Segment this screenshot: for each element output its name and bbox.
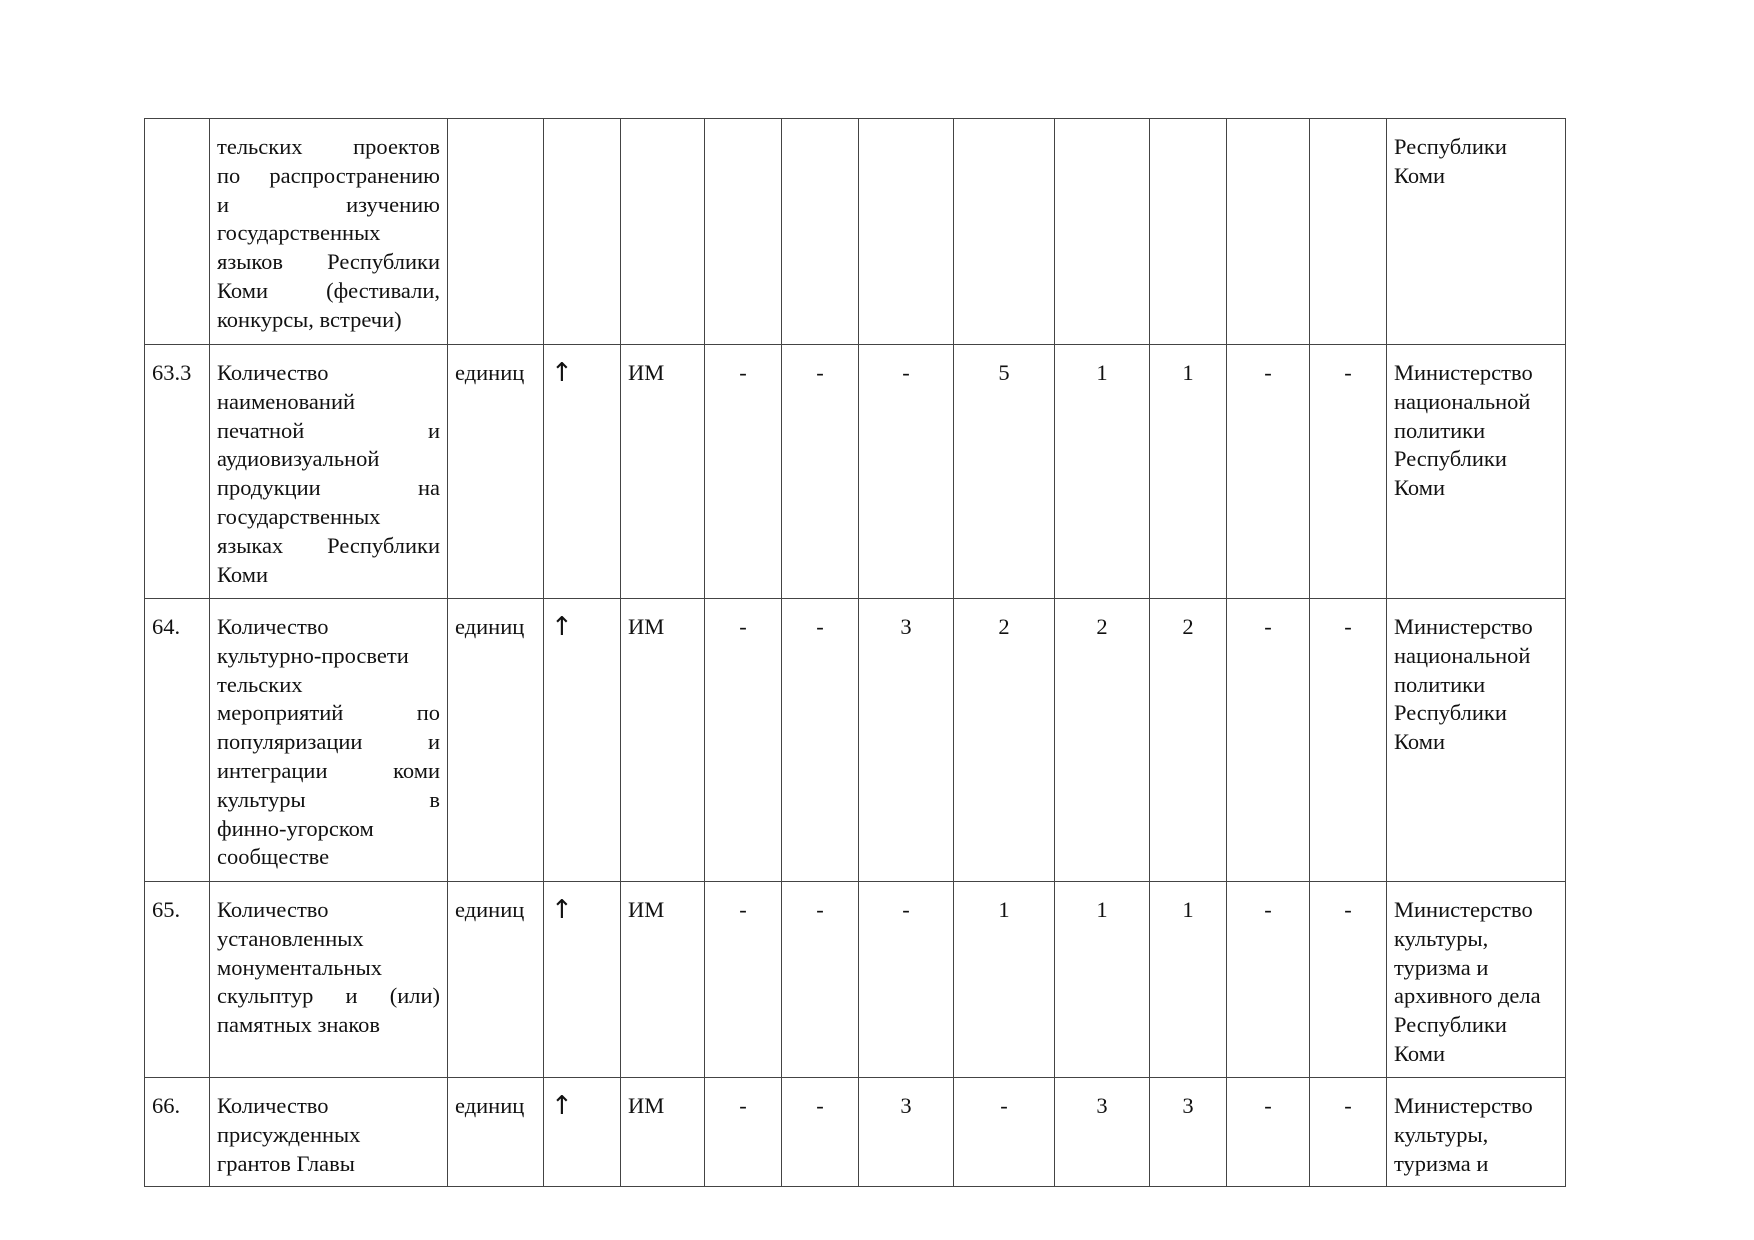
unit-cell: единиц bbox=[448, 599, 544, 882]
value-cell: 1 bbox=[1150, 882, 1227, 1078]
source-cell: ИМ bbox=[621, 599, 705, 882]
responsible-cell bbox=[1387, 882, 1566, 1078]
value-cell bbox=[1227, 119, 1310, 345]
value-cell: - bbox=[782, 599, 859, 882]
trend-arrow-icon: ↑ bbox=[544, 1078, 621, 1187]
row-number-cell bbox=[145, 119, 210, 345]
responsible-line: национальной bbox=[1394, 388, 1531, 414]
responsible-line: Министерство bbox=[1394, 897, 1533, 922]
responsible-line: Коми bbox=[1394, 729, 1445, 755]
responsible-line: Коми bbox=[1394, 1040, 1445, 1066]
value-cell: - bbox=[859, 882, 954, 1078]
indicator-name-line: Коми bbox=[217, 561, 268, 587]
responsible-line: Министерство bbox=[1394, 614, 1533, 639]
row-number-cell: 66. bbox=[145, 1078, 210, 1187]
indicator-name-line: конкурсы, встречи) bbox=[217, 306, 402, 332]
value-cell: 3 bbox=[859, 1078, 954, 1187]
indicator-name-line: Количество bbox=[217, 614, 329, 639]
table-row bbox=[145, 599, 1566, 882]
value-cell bbox=[705, 119, 782, 345]
value-cell bbox=[1310, 119, 1387, 345]
value-cell: 1 bbox=[1055, 882, 1150, 1078]
value-cell: - bbox=[954, 1078, 1055, 1187]
value-cell: 1 bbox=[954, 882, 1055, 1078]
value-cell: 5 bbox=[954, 345, 1055, 599]
value-cell: - bbox=[782, 345, 859, 599]
responsible-line: туризма и bbox=[1394, 1150, 1489, 1176]
indicator-name-line: интеграции коми bbox=[217, 757, 440, 783]
indicator-name-line: мероприятий по bbox=[217, 700, 440, 726]
unit-cell bbox=[448, 119, 544, 345]
value-cell bbox=[954, 119, 1055, 345]
indicator-name-line: присужденных bbox=[217, 1121, 361, 1147]
indicators-table bbox=[144, 118, 1566, 1187]
value-cell: 2 bbox=[1150, 599, 1227, 882]
trend-arrow-icon: ↑ bbox=[544, 882, 621, 1078]
value-cell: - bbox=[1227, 599, 1310, 882]
value-cell: - bbox=[1310, 1078, 1387, 1187]
responsible-line: культуры, bbox=[1394, 925, 1489, 951]
value-cell: - bbox=[1310, 599, 1387, 882]
responsible-line: политики bbox=[1394, 671, 1486, 697]
indicator-name-line: Коми (фестивали, bbox=[217, 277, 440, 303]
value-cell bbox=[1055, 119, 1150, 345]
responsible-cell bbox=[1387, 119, 1566, 345]
value-cell: 2 bbox=[1055, 599, 1150, 882]
table-row bbox=[145, 882, 1566, 1078]
value-cell: - bbox=[859, 345, 954, 599]
source-cell: ИМ bbox=[621, 882, 705, 1078]
indicator-name-line: по распространению bbox=[217, 162, 440, 188]
unit-cell: единиц bbox=[448, 345, 544, 599]
table-row bbox=[145, 1078, 1566, 1187]
indicator-name-cell bbox=[210, 599, 448, 882]
indicator-name-line: государственных bbox=[217, 220, 381, 246]
row-number-cell: 65. bbox=[145, 882, 210, 1078]
indicator-name-line: установленных bbox=[217, 925, 364, 951]
indicator-name-line: культуры в bbox=[217, 786, 440, 812]
value-cell: - bbox=[782, 1078, 859, 1187]
value-cell: - bbox=[705, 882, 782, 1078]
responsible-cell bbox=[1387, 345, 1566, 599]
indicator-name-line: Количество bbox=[217, 897, 329, 922]
indicator-name-cell bbox=[210, 882, 448, 1078]
indicator-name-line: языков Республики bbox=[217, 249, 440, 275]
value-cell: 2 bbox=[954, 599, 1055, 882]
indicator-name-line: тельских проектов bbox=[217, 134, 440, 159]
responsible-line: политики bbox=[1394, 417, 1486, 443]
responsible-line: национальной bbox=[1394, 642, 1531, 668]
indicator-name-line: аудиовизуальной bbox=[217, 446, 380, 472]
responsible-line: туризма и bbox=[1394, 954, 1489, 980]
indicator-name-line: Количество bbox=[217, 1093, 329, 1118]
value-cell: - bbox=[782, 882, 859, 1078]
value-cell: 1 bbox=[1150, 345, 1227, 599]
indicator-name-line: грантов Главы bbox=[217, 1150, 355, 1176]
value-cell bbox=[859, 119, 954, 345]
row-number-cell: 64. bbox=[145, 599, 210, 882]
indicator-name-line: монументальных bbox=[217, 954, 382, 980]
unit-cell: единиц bbox=[448, 882, 544, 1078]
value-cell: - bbox=[705, 1078, 782, 1187]
source-cell: ИМ bbox=[621, 1078, 705, 1187]
value-cell: 3 bbox=[859, 599, 954, 882]
indicator-name-cell bbox=[210, 1078, 448, 1187]
indicator-name-line: памятных знаков bbox=[217, 1012, 381, 1038]
trend-arrow-icon bbox=[544, 119, 621, 345]
indicator-name-cell bbox=[210, 345, 448, 599]
value-cell: - bbox=[1310, 882, 1387, 1078]
indicator-name-line: Количество bbox=[217, 360, 329, 385]
table-row bbox=[145, 119, 1566, 345]
indicator-name-line: популяризации и bbox=[217, 729, 440, 755]
table-row bbox=[145, 345, 1566, 599]
trend-arrow-icon: ↑ bbox=[544, 599, 621, 882]
value-cell: - bbox=[1227, 345, 1310, 599]
value-cell bbox=[782, 119, 859, 345]
indicator-name-line: наименований bbox=[217, 388, 356, 414]
unit-cell: единиц bbox=[448, 1078, 544, 1187]
source-cell bbox=[621, 119, 705, 345]
responsible-line: Министерство bbox=[1394, 360, 1533, 385]
responsible-line: культуры, bbox=[1394, 1121, 1489, 1147]
responsible-line: Коми bbox=[1394, 162, 1445, 188]
value-cell: - bbox=[705, 599, 782, 882]
indicator-name-line: финно-угорском bbox=[217, 815, 374, 841]
responsible-cell bbox=[1387, 1078, 1566, 1187]
source-cell: ИМ bbox=[621, 345, 705, 599]
value-cell bbox=[1150, 119, 1227, 345]
value-cell: 3 bbox=[1055, 1078, 1150, 1187]
indicator-name-line: тельских bbox=[217, 671, 303, 697]
responsible-line: Республики bbox=[1394, 1012, 1507, 1038]
indicator-name-line: культурно-просвети bbox=[217, 642, 409, 668]
row-number-cell: 63.3 bbox=[145, 345, 210, 599]
responsible-line: Министерство bbox=[1394, 1093, 1533, 1118]
indicator-name-line: продукции на bbox=[217, 475, 440, 501]
indicator-name-cell bbox=[210, 119, 448, 345]
indicator-name-line: государственных bbox=[217, 503, 381, 529]
indicator-name-line: языках Республики bbox=[217, 532, 440, 558]
value-cell: - bbox=[705, 345, 782, 599]
value-cell: - bbox=[1227, 882, 1310, 1078]
responsible-line: Республики bbox=[1394, 134, 1507, 159]
responsible-line: Коми bbox=[1394, 475, 1445, 501]
value-cell: 1 bbox=[1055, 345, 1150, 599]
responsible-line: архивного дела bbox=[1394, 983, 1541, 1009]
responsible-line: Республики bbox=[1394, 446, 1507, 472]
value-cell: 3 bbox=[1150, 1078, 1227, 1187]
indicator-name-line: сообществе bbox=[217, 844, 330, 870]
indicator-name-line: и изучению bbox=[217, 191, 440, 217]
trend-arrow-icon: ↑ bbox=[544, 345, 621, 599]
responsible-cell bbox=[1387, 599, 1566, 882]
value-cell: - bbox=[1310, 345, 1387, 599]
value-cell: - bbox=[1227, 1078, 1310, 1187]
indicator-name-line: скульптур и (или) bbox=[217, 983, 440, 1009]
table-body bbox=[145, 119, 1566, 1187]
responsible-line: Республики bbox=[1394, 700, 1507, 726]
indicator-name-line: печатной и bbox=[217, 417, 440, 443]
